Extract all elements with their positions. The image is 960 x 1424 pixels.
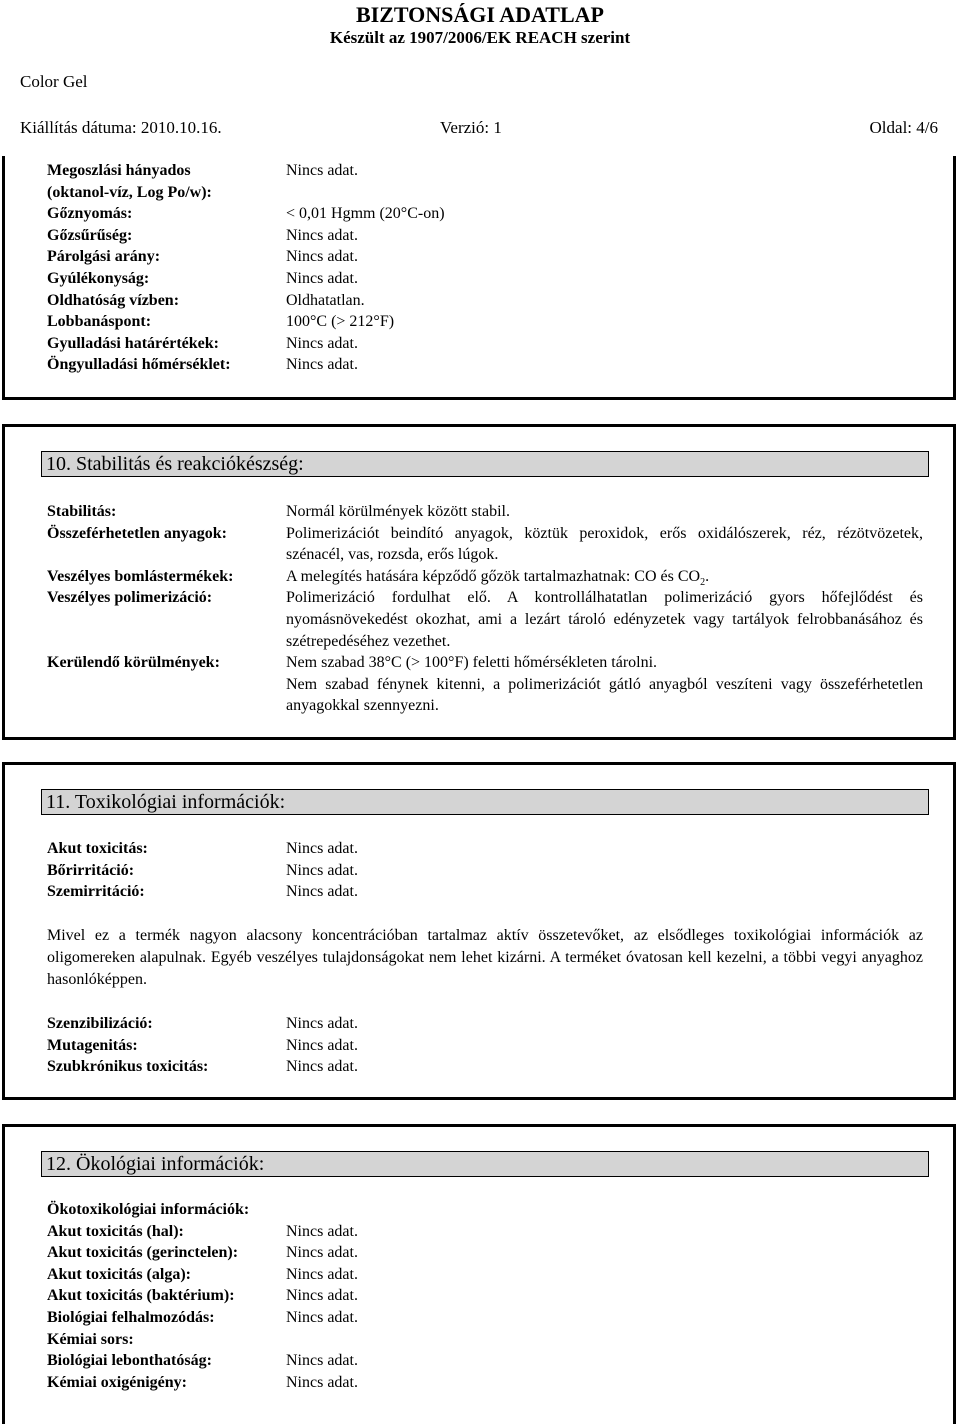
stability-list bbox=[47, 501, 923, 717]
property-label: Párolgási arány: bbox=[47, 248, 161, 266]
property-value: Normál körülmények között stabil. bbox=[286, 503, 510, 520]
property-value bbox=[286, 566, 923, 588]
property-value: Nincs adat. bbox=[286, 1308, 358, 1326]
section-9-continued bbox=[2, 156, 956, 400]
property-value-text: A melegítés hatására képződő gőzök tartalmazhatnak: CO és CO bbox=[286, 567, 701, 585]
property-row bbox=[47, 203, 923, 225]
property-row bbox=[47, 1013, 923, 1035]
property-row bbox=[47, 501, 923, 523]
property-label: Oldhatóság vízben: bbox=[47, 291, 180, 309]
property-label: Kémiai oxigénigény: bbox=[47, 1373, 187, 1391]
property-value: Nincs adat. bbox=[286, 226, 358, 244]
property-value: Polimerizáció fordulhat elő. A kontrollálhatatlan polimerizáció gyors hőfejlődést és nyomásnövekedést okozhat, ami a lezárt tároló edényzetek vagy tartályok felrobbanásához és szétrepedéséhez vezethet. bbox=[286, 589, 923, 650]
property-label: Biológiai lebonthatóság: bbox=[47, 1352, 212, 1370]
property-label: Szemirritáció: bbox=[47, 883, 145, 901]
document-title: BIZTONSÁGI ADATLAP bbox=[356, 2, 604, 27]
ecology-list bbox=[47, 1199, 923, 1393]
property-label: Ökotoxikológiai információk: bbox=[47, 1201, 250, 1218]
toxicology-paragraph: Mivel ez a termék nagyon alacsony koncentrációban tartalmaz aktív összetevőket, az elsődleges toxikológiai információk az oligomereken alapulnak. Egyéb veszélyes tulajdonságokat nem lehet kizárni. A terméket óvatosan kell kezelni, a többi vegyi anyaghoz hasonlóképpen. bbox=[47, 927, 923, 988]
property-row bbox=[47, 587, 923, 652]
page-number: Oldal: 4/6 bbox=[869, 118, 938, 137]
property-label: Akut toxicitás: bbox=[47, 840, 148, 857]
property-value: Nincs adat. bbox=[286, 1352, 358, 1370]
property-value: Nincs adat. bbox=[286, 1036, 358, 1054]
property-value: Nem szabad fénynek kitenni, a polimerizációt gátló anyagból veszíteni vagy összeférhetetlen anyagokkal szennyezni. bbox=[286, 675, 923, 715]
property-value: < 0,01 Hgmm (20°C-on) bbox=[286, 205, 445, 223]
issue-date: Kiállítás dátuma: 2010.10.16. bbox=[20, 118, 222, 137]
property-row bbox=[47, 290, 923, 312]
section-12 bbox=[2, 1124, 956, 1424]
property-row bbox=[47, 1350, 923, 1372]
property-value: Nincs adat. bbox=[286, 356, 358, 374]
property-label: Kémiai sors: bbox=[47, 1330, 134, 1348]
property-value-tail: . bbox=[705, 567, 710, 585]
property-label: Akut toxicitás (hal): bbox=[47, 1222, 184, 1240]
property-label: Stabilitás: bbox=[47, 503, 117, 520]
property-row bbox=[47, 1264, 923, 1286]
property-value: Nincs adat. bbox=[286, 248, 358, 266]
property-label: Veszélyes bomlástermékek: bbox=[47, 567, 234, 585]
property-value: Nincs adat. bbox=[286, 1222, 358, 1240]
property-row bbox=[47, 225, 923, 247]
property-label: Gőzsűrűség: bbox=[47, 226, 133, 244]
document-subtitle: Készült az 1907/2006/EK REACH szerint bbox=[329, 28, 631, 47]
property-row bbox=[47, 160, 923, 182]
property-label: Gyúlékonyság: bbox=[47, 269, 150, 287]
property-value: Nem szabad 38°C (> 100°F) feletti hőmérsékleten tárolni. bbox=[286, 654, 658, 672]
section-10 bbox=[2, 424, 956, 740]
property-value: Nincs adat. bbox=[286, 840, 358, 857]
property-row bbox=[47, 566, 923, 588]
property-value: Nincs adat. bbox=[286, 162, 358, 179]
property-value: Nincs adat. bbox=[286, 269, 358, 287]
property-row bbox=[47, 674, 923, 717]
property-value: Nincs adat. bbox=[286, 1265, 358, 1283]
property-label: (oktanol-víz, Log Po/w): bbox=[47, 183, 212, 201]
section-10-heading: 10. Stabilitás és reakciókészség: bbox=[41, 451, 929, 477]
toxicity-list-b bbox=[47, 1013, 923, 1078]
property-label: Veszélyes polimerizáció: bbox=[47, 589, 213, 607]
product-name: Color Gel bbox=[20, 72, 88, 91]
property-label: Akut toxicitás (baktérium): bbox=[47, 1287, 235, 1305]
property-value: Nincs adat. bbox=[286, 1244, 358, 1262]
property-row bbox=[47, 1035, 923, 1057]
property-row bbox=[47, 1372, 923, 1394]
subscript: 2 bbox=[700, 576, 706, 588]
property-row bbox=[47, 354, 923, 376]
property-row bbox=[47, 311, 923, 333]
property-label: Akut toxicitás (gerinctelen): bbox=[47, 1244, 239, 1262]
property-value: Nincs adat. bbox=[286, 1015, 358, 1032]
property-value: Nincs adat. bbox=[286, 1287, 358, 1305]
property-row bbox=[47, 881, 923, 903]
property-label: Bőrirritáció: bbox=[47, 861, 135, 879]
property-row bbox=[47, 1329, 923, 1351]
property-value: Polimerizációt beindító anyagok, köztük peroxidok, erős oxidálószerek, réz, rézötvözetek, szénacél, vas, rozsda, erős lúgok. bbox=[286, 524, 923, 564]
property-row bbox=[47, 1285, 923, 1307]
property-value: 100°C (> 212°F) bbox=[286, 313, 395, 331]
property-row bbox=[47, 182, 923, 204]
property-row bbox=[47, 1221, 923, 1243]
property-value: Oldhatatlan. bbox=[286, 291, 365, 309]
property-value: Nincs adat. bbox=[286, 861, 358, 879]
section-11-heading: 11. Toxikológiai információk: bbox=[41, 789, 929, 815]
property-label: Mutagenitás: bbox=[47, 1036, 138, 1054]
property-list bbox=[47, 160, 923, 376]
property-row bbox=[47, 1199, 923, 1221]
version: Verzió: 1 bbox=[440, 118, 502, 137]
property-row bbox=[47, 1242, 923, 1264]
property-label: Akut toxicitás (alga): bbox=[47, 1265, 191, 1283]
property-row bbox=[47, 652, 923, 674]
property-row bbox=[47, 523, 923, 566]
property-label: Kerülendő körülmények: bbox=[47, 654, 220, 672]
property-label: Gyulladási határértékek: bbox=[47, 334, 219, 352]
property-label: Megoszlási hányados bbox=[47, 162, 191, 179]
property-value: Nincs adat. bbox=[286, 1058, 358, 1076]
property-row bbox=[47, 1307, 923, 1329]
property-row bbox=[47, 1056, 923, 1078]
section-12-heading: 12. Ökológiai információk: bbox=[41, 1151, 929, 1177]
property-label: Összeférhetetlen anyagok: bbox=[47, 524, 227, 542]
property-row bbox=[47, 246, 923, 268]
property-row bbox=[47, 838, 923, 860]
property-label: Öngyulladási hőmérséklet: bbox=[47, 356, 231, 374]
property-label: Biológiai felhalmozódás: bbox=[47, 1308, 215, 1326]
property-label: Szenzibilizáció: bbox=[47, 1015, 153, 1032]
property-value: Nincs adat. bbox=[286, 1373, 358, 1391]
property-value: Nincs adat. bbox=[286, 883, 358, 901]
property-label: Lobbanáspont: bbox=[47, 313, 152, 331]
property-row bbox=[47, 333, 923, 355]
property-label: Gőznyomás: bbox=[47, 205, 133, 223]
property-row bbox=[47, 860, 923, 882]
section-11 bbox=[2, 762, 956, 1100]
property-value: Nincs adat. bbox=[286, 334, 358, 352]
toxicity-list-a bbox=[47, 838, 923, 903]
property-label: Szubkrónikus toxicitás: bbox=[47, 1058, 209, 1076]
property-row bbox=[47, 268, 923, 290]
